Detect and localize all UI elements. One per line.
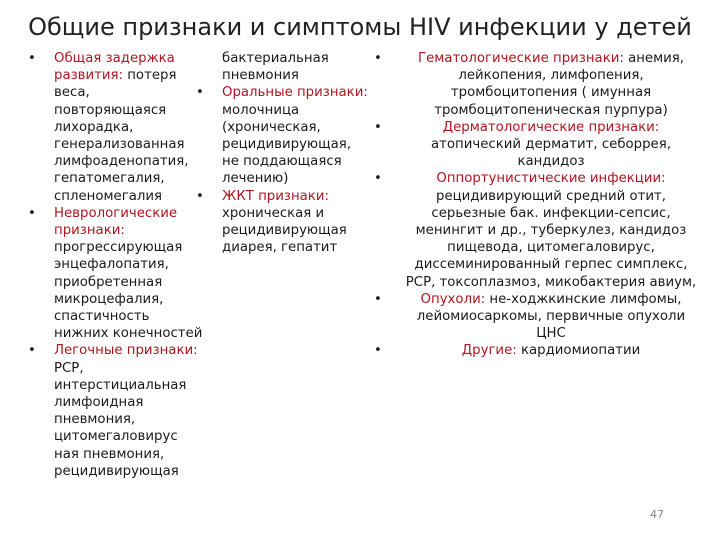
bullet-opportunistic bbox=[372, 170, 702, 290]
bullet-label: Общая задержка развития: bbox=[54, 51, 175, 84]
bullet-text: прогрессирующая энцефалопатия, приобретенная микроцефалия, спастичность нижних конечностей bbox=[54, 240, 203, 342]
bullet-text: не-ходжкинские лимфомы, лейомиосаркомы, первичные опухоли ЦНС bbox=[416, 291, 686, 342]
page-number: 47 bbox=[650, 508, 664, 521]
bullet-label: Оппортунистические инфекции: bbox=[436, 171, 666, 187]
bullet-pulmonary bbox=[26, 342, 206, 480]
bullet-label: Неврологические признаки: bbox=[54, 205, 178, 239]
bullet-text: рецидивирующий средний отит, серьезные бак. инфекции-сепсис, менингит и др., туберкулез, кандидоз пищевода, цитомегаловирус, диссеминированный герпес симплекс, РСР, токсоплазмоз, микобактерия авиум, bbox=[405, 188, 697, 290]
column-middle bbox=[194, 50, 369, 256]
bullet-oral bbox=[194, 84, 369, 187]
bullet-gi bbox=[194, 188, 369, 257]
bullet-text: хроническая и рецидивирующая диарея, гепатит bbox=[222, 205, 347, 256]
continuation-text bbox=[194, 50, 369, 84]
bullet-text: РСР, интерстициальная лимфоидная пневмония, цитомегаловирус ная пневмония, рецидивирующая bbox=[54, 360, 187, 479]
bullet-hematological bbox=[372, 50, 702, 119]
bullet-text: молочница (хроническая, рецидивирующая, не поддающаяся лечению) bbox=[222, 102, 352, 187]
bullet-text: кардиомиопатии bbox=[516, 343, 641, 359]
bullet-label: Другие: bbox=[461, 343, 517, 359]
bullet-label: Дерматологические признаки: bbox=[442, 119, 660, 135]
bullet-text: анемия, лейкопения, лимфопения, тромбоцитопения ( имунная тромбоцитопеническая пурпура) bbox=[434, 51, 685, 118]
bullet-text: атопический дерматит, себоррея, кандидоз bbox=[431, 137, 671, 170]
column-right bbox=[372, 50, 702, 360]
bullet-general-delay bbox=[26, 50, 206, 205]
bullet-label: Легочные признаки: bbox=[54, 343, 198, 359]
slide-title: Общие признаки и симптомы HIV инфекции у детей bbox=[28, 13, 692, 41]
bullet-dermatological bbox=[372, 119, 702, 171]
continuation-line: бактериальная пневмония bbox=[222, 51, 329, 84]
bullet-label: Оральные признаки: bbox=[222, 85, 368, 101]
column-left bbox=[26, 50, 206, 480]
bullet-label: Гематологические признаки: bbox=[417, 51, 624, 66]
bullet-neurological bbox=[26, 205, 206, 343]
bullet-tumors bbox=[372, 291, 702, 343]
bullet-text: потеря веса, повторяющаяся лихорадка, генерализованная лимфоаденопатия, гепатомегалия, спленомегалия bbox=[54, 68, 189, 204]
bullet-other bbox=[372, 342, 702, 359]
bullet-label: ЖКТ признаки: bbox=[222, 188, 329, 204]
bullet-label: Опухоли: bbox=[420, 291, 486, 307]
